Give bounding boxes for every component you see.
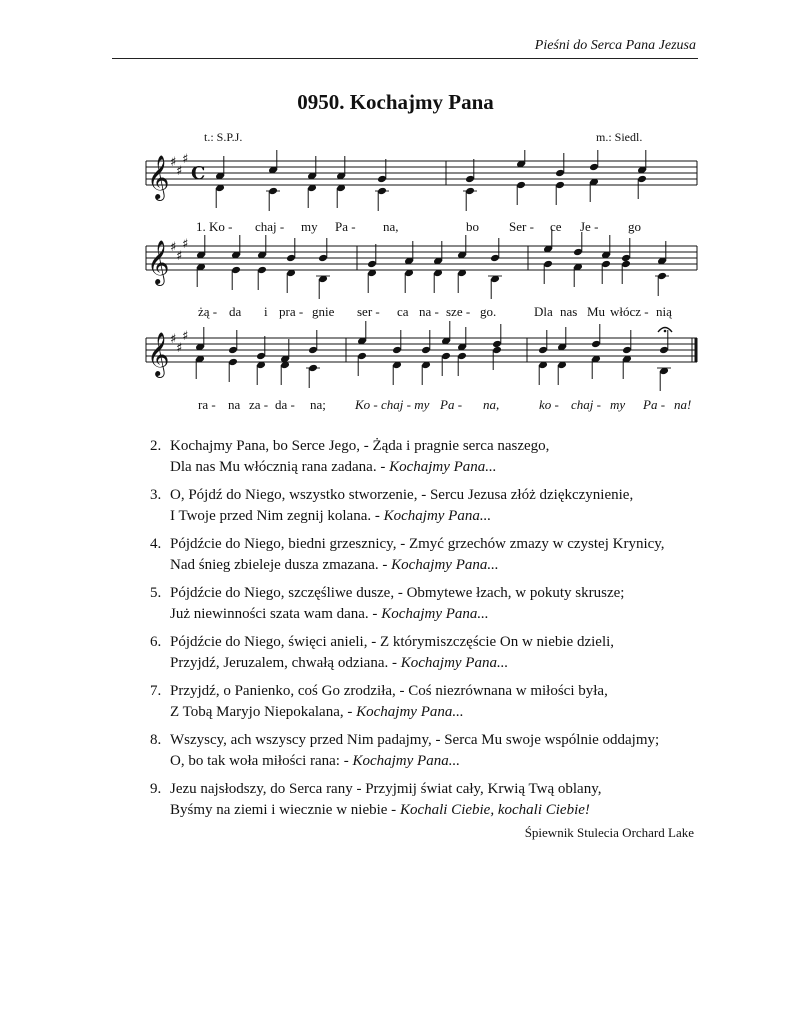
text-credit: t.: S.P.J. (204, 130, 243, 144)
stanza-line: Pójdźcie do Niego, szczęśliwe dusze, - Obmytewe łzach, w pokuty skrusze; (170, 585, 625, 601)
stanza-refrain: Kochajmy Pana... (381, 606, 489, 622)
stanza-line: Przyjdź, o Panienko, coś Go zrodziła, - Coś niezrównana w miłości była, (170, 683, 608, 699)
lyric-syllable: włócz - (610, 304, 649, 319)
header-rule (112, 58, 698, 59)
lyric-syllable: my (301, 219, 318, 234)
stanza (150, 436, 710, 478)
stanza (150, 632, 710, 674)
stanza-line: O, bo tak woła miłości rana: - (170, 753, 349, 769)
lyric-syllable: chaj - (571, 397, 601, 412)
lyric-syllable: Pa - (335, 219, 356, 234)
lyric-syllable: Pa - (440, 397, 463, 412)
lyric-syllable: my (610, 397, 626, 412)
stanza-line: Już niewinności szata wam dana. - (170, 606, 378, 622)
stanza-number: 2. (150, 438, 162, 454)
lyric-syllable: go (628, 219, 641, 234)
stanza-refrain: Kochajmy Pana... (352, 753, 460, 769)
stanza-line: Pójdźcie do Niego, biedni grzesznicy, - Zmyć grzechów zmazy w czystej Krynicy, (170, 536, 665, 552)
lyric-syllable: na - (419, 304, 439, 319)
lyric-syllable: Dla (534, 304, 553, 319)
lyric-syllable: da - (275, 397, 295, 412)
stanza (150, 583, 710, 625)
stanza-number: 8. (150, 732, 162, 748)
sharp-icon: ♯ (170, 155, 177, 170)
lyric-syllable: sze - (446, 304, 471, 319)
lyric-syllable: ko - (539, 397, 559, 412)
final-barline-thick (695, 338, 698, 362)
fermata-dot (664, 330, 667, 333)
sharp-icon: ♯ (176, 164, 183, 179)
lyric-syllable: na, (483, 397, 500, 412)
stanza-number: 4. (150, 536, 162, 552)
lyric-syllable: ca (397, 304, 409, 319)
stanza-refrain: Kochajmy Pana... (383, 508, 492, 524)
stanza-number: 7. (150, 683, 162, 699)
lyric-syllable: Ser - (509, 219, 534, 234)
lyric-syllable: na (228, 397, 241, 412)
stanza-line: Nad śnieg zbieleje dusza zmazana. - (170, 557, 388, 573)
sharp-icon: ♯ (176, 249, 183, 264)
stanza-line: Przyjdź, Jeruzalem, chwałą odziana. - (170, 655, 397, 671)
lyric-syllable: go. (480, 304, 497, 319)
stanza-number: 9. (150, 781, 162, 797)
stanza-list (150, 436, 710, 828)
sharp-icon: ♯ (170, 332, 177, 347)
stanza (150, 730, 710, 772)
stanza-line: Kochajmy Pana, bo Serce Jego, - Żąda i pragnie serca naszego, (170, 438, 550, 454)
lyric-syllable: pra - (279, 304, 304, 319)
music-credit: m.: Siedl. (596, 130, 643, 144)
lyric-syllable: za - (249, 397, 269, 412)
lyric-syllable: na, (383, 219, 399, 234)
lyric-syllable: 1. Ko - (196, 219, 233, 234)
treble-clef-icon: 𝄞 (147, 332, 170, 376)
lyric-syllable: nią (656, 304, 672, 319)
lyric-syllable: nas (560, 304, 578, 319)
stanza-number: 5. (150, 585, 162, 601)
music-score (0, 150, 791, 420)
lyric-syllable: na; (310, 397, 326, 412)
lyric-syllable: Je - (580, 219, 599, 234)
stanza-line: Z Tobą Maryjo Niepokalana, - (170, 704, 353, 720)
sharp-icon: ♯ (182, 237, 189, 252)
stanza-line: Pójdźcie do Niego, święci anieli, - Z którymiszczęście On w niebie dzieli, (170, 634, 615, 650)
treble-clef-icon: 𝄞 (147, 155, 170, 199)
lyric-syllable: Pa - (643, 397, 666, 412)
lyric-syllable: ser - (357, 304, 380, 319)
stanza (150, 534, 710, 576)
lyric-syllable: Mu (587, 304, 606, 319)
time-signature: C (191, 163, 206, 184)
stanza-refrain: Kochajmy Pana... (356, 704, 464, 720)
stanza-line: Wszyscy, ach wszyscy przed Nim padajmy, - Serca Mu swoje wspólnie oddajmy; (170, 732, 660, 748)
lyric-syllable: ra - (198, 397, 216, 412)
song-title: 0950. Kochajmy Pana (297, 90, 494, 114)
stanza-line: Byśmy na ziemi i wiecznie w niebie - (170, 802, 397, 818)
lyric-syllable: na! (674, 397, 692, 412)
stanza-number: 3. (150, 487, 162, 503)
stanza-refrain: Kochali Ciebie, kochali Ciebie! (399, 802, 590, 818)
stanza-line: O, Pójdź do Niego, wszystko stworzenie, - Sercu Jezusa złóż dziękczynienie, (170, 487, 634, 503)
stanza-number: 6. (150, 634, 162, 650)
lyric-syllable: gnie (312, 304, 335, 319)
sharp-icon: ♯ (182, 152, 189, 167)
stanza-line: I Twoje przed Nim zegnij kolana. - (170, 508, 380, 524)
treble-clef-icon: 𝄞 (147, 240, 170, 284)
stanza-refrain: Kochajmy Pana... (389, 459, 497, 475)
stanza (150, 485, 710, 527)
stanza (150, 779, 710, 821)
stanza-line: Dla nas Mu włócznią rana zadana. - (170, 459, 386, 475)
running-header-title: Pieśni do Serca Pana Jezusa (534, 38, 696, 53)
lyric-syllable: i (264, 304, 268, 319)
stanza-refrain: Kochajmy Pana... (391, 557, 499, 573)
sharp-icon: ♯ (176, 341, 183, 356)
lyric-syllable: chaj - (255, 219, 285, 234)
sharp-icon: ♯ (170, 240, 177, 255)
source-citation: Śpiewnik Stulecia Orchard Lake (524, 825, 694, 840)
stanza-refrain: Kochajmy Pana... (400, 655, 509, 671)
lyric-syllable: żą - (198, 304, 218, 319)
stanza (150, 681, 710, 723)
lyric-syllable: da (229, 304, 242, 319)
stanza-line: Jezu najsłodszy, do Serca rany - Przyjmij świat cały, Krwią Twą oblany, (170, 781, 602, 797)
lyric-syllable: Ko - chaj - my (355, 397, 430, 412)
lyric-syllable: bo (466, 219, 479, 234)
lyric-syllable: ce (550, 219, 562, 234)
sharp-icon: ♯ (182, 329, 189, 344)
